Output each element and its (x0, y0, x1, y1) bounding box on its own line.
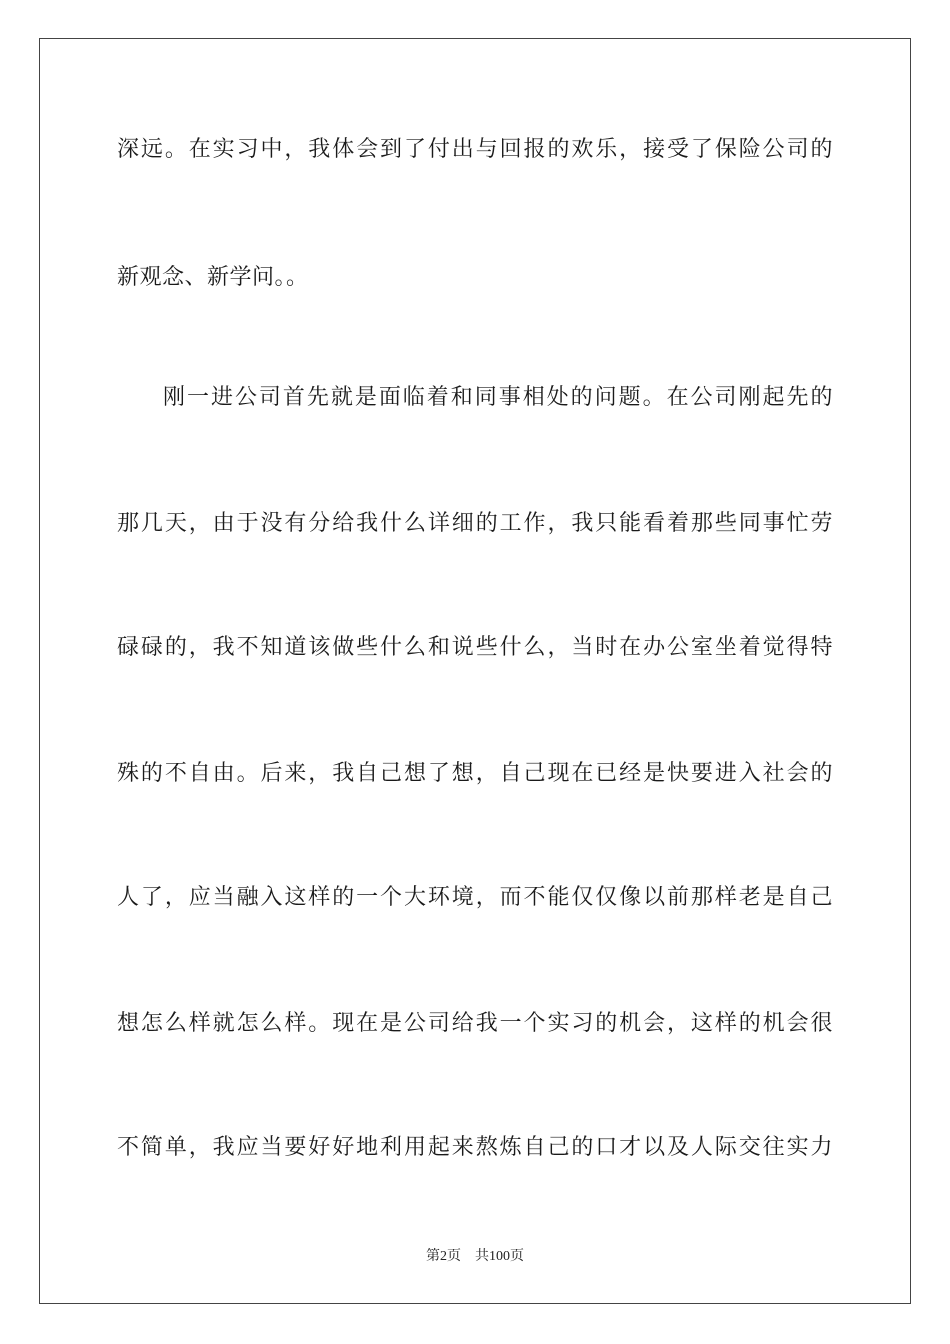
page-number: 第2页 (426, 1249, 461, 1264)
page-total: 共100页 (475, 1249, 524, 1264)
text-line: 人了，应当融入这样的一个大环境，而不能仅仅像以前那样老是自己 (117, 885, 833, 910)
text-line: 碌碌的，我不知道该做些什么和说些什么，当时在办公室坐着觉得特 (117, 635, 833, 660)
page-border (39, 38, 911, 1304)
text-line: 新观念、新学问。。 (117, 265, 309, 290)
text-line: 殊的不自由。后来，我自己想了想，自己现在已经是快要进入社会的 (117, 761, 833, 786)
page-footer (0, 1245, 950, 1265)
text-line: 那几天，由于没有分给我什么详细的工作，我只能看着那些同事忙劳 (117, 511, 833, 536)
paragraph-first-line: 刚一进公司首先就是面临着和同事相处的问题。在公司刚起先的 (163, 385, 833, 410)
text-line: 想怎么样就怎么样。现在是公司给我一个实习的机会，这样的机会很 (117, 1011, 833, 1036)
text-line: 不简单，我应当要好好地利用起来熬炼自己的口才以及人际交往实力 (117, 1135, 833, 1160)
text-line: 深远。在实习中，我体会到了付出与回报的欢乐，接受了保险公司的 (117, 137, 833, 162)
